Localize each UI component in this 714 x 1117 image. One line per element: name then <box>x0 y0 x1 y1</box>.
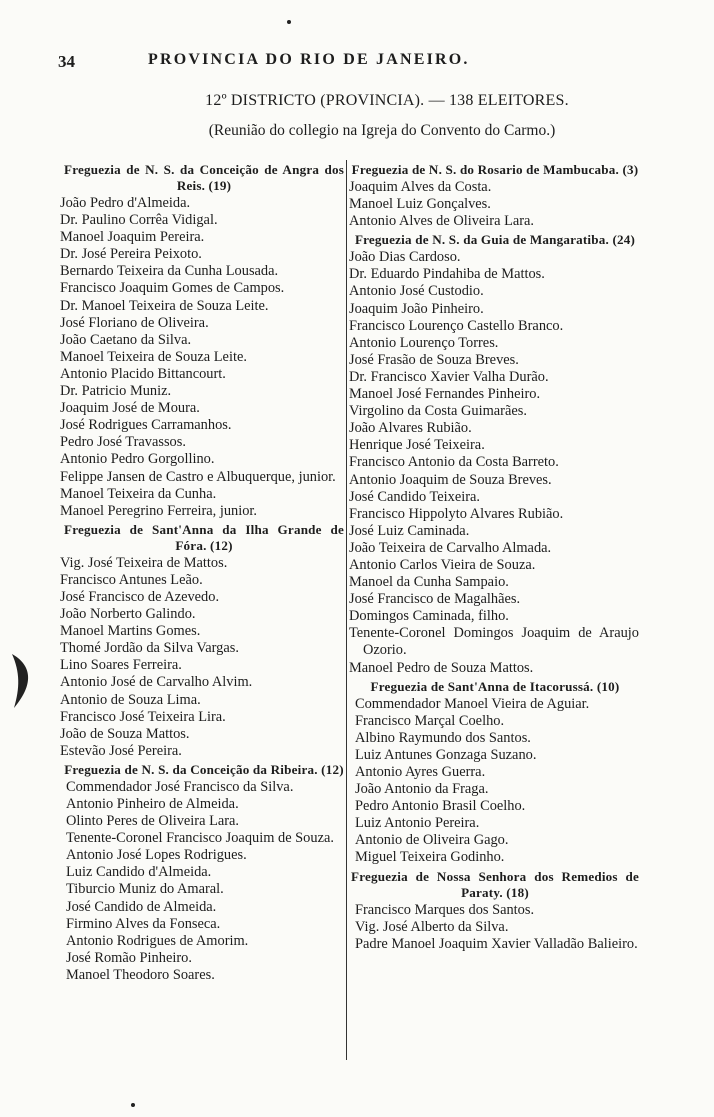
elector-name: Estevão José Pereira. <box>60 742 182 759</box>
elector-name: Pedro José Travassos. <box>60 434 186 451</box>
parish-heading: Freguezia de N. S. do Rosario de Mambucaba. (3) <box>351 162 639 177</box>
elector-name: Joaquim Alves da Costa. <box>349 179 492 195</box>
elector-name: Joaquim João Pinheiro. <box>349 300 484 317</box>
elector-name: José Candido de Almeida. <box>66 898 217 915</box>
elector-name: Dr. Patricio Muniz. <box>60 383 172 400</box>
elector-name: Manoel Teixeira da Cunha. <box>60 485 217 502</box>
elector-name: Manoel da Cunha Sampaio. <box>349 574 509 591</box>
elector-name: Manoel Martins Gomes. <box>60 623 201 640</box>
column-rule <box>346 160 347 1060</box>
elector-name: Commendador Manoel Vieira de Aguiar. <box>355 695 590 712</box>
elector-name: Francisco Lourenço Castello Branco. <box>349 317 564 334</box>
elector-name: Bernardo Teixeira da Cunha Lousada. <box>60 263 279 280</box>
elector-name: José Francisco de Azevedo. <box>60 588 220 605</box>
left-column <box>60 160 344 984</box>
parish-heading: Freguezia de N. S. da Guia de Mangaratiba. (24) <box>354 232 636 248</box>
elector-name: Antonio de Oliveira Gago. <box>355 832 509 849</box>
elector-name: Dr. Francisco Xavier Valha Durão. <box>349 368 549 385</box>
parish-heading: Freguezia de Sant'Anna de Itacorussá. (10) <box>370 678 620 694</box>
elector-name: Francisco Joaquim Gomes de Campos. <box>60 280 285 297</box>
elector-name: João de Souza Mattos. <box>60 725 190 742</box>
elector-name: José Rodrigues Carramanhos. <box>60 417 232 434</box>
meeting-note: (Reunião do collegio na Igreja do Convento do Carmo.) <box>208 122 556 139</box>
binding-hole-mark <box>8 652 38 710</box>
elector-name: Antonio Alves de Oliveira Lara. <box>349 213 535 230</box>
elector-name: Manoel Teixeira de Souza Leite. <box>60 348 247 365</box>
elector-name: Francisco Antonio da Costa Barreto. <box>349 454 559 471</box>
ink-speck <box>131 1103 135 1107</box>
elector-name: Thomé Jordão da Silva Vargas. <box>60 640 239 657</box>
elector-name: Antonio Joaquim de Souza Breves. <box>349 471 552 488</box>
elector-name: Manoel Peregrino Ferreira, junior. <box>60 502 258 519</box>
elector-name: Antonio José Lopes Rodrigues. <box>66 847 247 864</box>
elector-name: João Antonio da Fraga. <box>355 781 489 798</box>
elector-name: Manoel Theodoro Soares. <box>66 966 215 983</box>
elector-name: Francisco Antunes Leão. <box>60 571 203 588</box>
elector-name: Firmino Alves da Fonseca. <box>66 915 221 932</box>
elector-name: Manoel Joaquim Pereira. <box>60 229 205 246</box>
elector-name: Dr. Eduardo Pindahiba de Mattos. <box>349 266 545 283</box>
elector-name: João Caetano da Silva. <box>60 331 192 348</box>
elector-name: Luiz Antunes Gonzaga Suzano. <box>355 746 537 763</box>
right-column <box>349 160 639 953</box>
elector-name: Dr. Paulino Corrêa Vidigal. <box>60 212 218 229</box>
elector-name: João Pedro d'Almeida. <box>60 195 191 211</box>
parish-heading: Freguezia de N. S. da Conceição de Angra dos Reis. (19) <box>64 162 344 193</box>
elector-name: José Luiz Caminada. <box>349 522 470 539</box>
elector-name: Antonio Pedro Gorgollino. <box>60 451 215 468</box>
elector-name: João Teixeira de Carvalho Almada. <box>349 539 552 556</box>
elector-name: Antonio Ayres Guerra. <box>355 764 486 780</box>
elector-name: Francisco Hippolyto Alvares Rubião. <box>349 505 564 522</box>
elector-name: José Francisco de Magalhães. <box>349 591 521 608</box>
elector-name: Luiz Antonio Pereira. <box>355 815 480 832</box>
elector-name: Henrique José Teixeira. <box>349 437 485 454</box>
elector-name: Manoel José Fernandes Pinheiro. <box>349 386 541 403</box>
elector-name: Joaquim José de Moura. <box>60 400 200 417</box>
elector-name: Virgolino da Costa Guimarães. <box>349 403 527 420</box>
elector-name: Antonio Lourenço Torres. <box>349 334 499 351</box>
elector-name: Antonio de Souza Lima. <box>60 691 201 708</box>
elector-name: Antonio Rodrigues de Amorim. <box>66 932 249 949</box>
elector-name: Dr. Manoel Teixeira de Souza Leite. <box>60 297 269 314</box>
parish-heading: Freguezia de Sant'Anna da Ilha Grande de Fóra. (12) <box>64 521 344 553</box>
elector-name: Commendador José Francisco da Silva. <box>66 778 294 795</box>
elector-name: Vig. José Teixeira de Mattos. <box>60 554 228 571</box>
elector-name: Padre Manoel Joaquim Xavier Valladão Balieiro. <box>355 935 638 952</box>
elector-name: Francisco Marques dos Santos. <box>355 901 535 918</box>
elector-name: Felippe Jansen de Castro e Albuquerque, junior. <box>60 468 336 485</box>
elector-name: Albino Raymundo dos Santos. <box>355 729 531 746</box>
elector-name: João Norberto Galindo. <box>60 606 196 623</box>
elector-name: Lino Soares Ferreira. <box>60 657 182 674</box>
page-number: 34 <box>58 52 75 71</box>
parish-heading: Freguezia de Nossa Senhora dos Remedios de Paraty. (18) <box>351 868 639 900</box>
elector-name: Miguel Teixeira Godinho. <box>355 849 505 866</box>
elector-name: Tenente-Coronel Francisco Joaquim de Souza. <box>66 830 334 847</box>
elector-name: José Candido Teixeira. <box>349 488 481 505</box>
elector-name: Antonio José de Carvalho Alvim. <box>60 674 253 691</box>
elector-name: Francisco Marçal Coelho. <box>355 712 505 729</box>
elector-name: Pedro Antonio Brasil Coelho. <box>355 798 526 815</box>
elector-name: Tiburcio Muniz do Amaral. <box>66 881 224 898</box>
elector-name: Olinto Peres de Oliveira Lara. <box>66 813 240 830</box>
elector-name: João Alvares Rubião. <box>349 420 472 437</box>
elector-name: José Frasão de Souza Breves. <box>349 351 519 368</box>
elector-name: José Floriano de Oliveira. <box>60 314 209 331</box>
parish-heading: Freguezia de N. S. da Conceição da Ribeira. (12) <box>64 761 344 777</box>
elector-name: Antonio Placido Bittancourt. <box>60 365 226 382</box>
elector-name: Luiz Candido d'Almeida. <box>66 864 212 881</box>
elector-name: Antonio José Custodio. <box>349 283 484 300</box>
running-title: PROVINCIA DO RIO DE JANEIRO. <box>148 51 470 68</box>
elector-name: Manoel Pedro de Souza Mattos. <box>349 659 534 676</box>
district-heading: 12º DISTRICTO (PROVINCIA). — 138 ELEITORES. <box>205 92 569 109</box>
elector-name: Domingos Caminada, filho. <box>349 608 509 625</box>
elector-name: Dr. José Pereira Peixoto. <box>60 246 202 263</box>
elector-name: Vig. José Alberto da Silva. <box>355 918 509 935</box>
elector-name: Antonio Carlos Vieira de Souza. <box>349 556 536 573</box>
ink-speck <box>287 20 291 24</box>
elector-name: Manoel Luiz Gonçalves. <box>349 196 491 213</box>
elector-name: Tenente-Coronel Domingos Joaquim de Araujo Ozorio. <box>349 625 639 659</box>
elector-name: Antonio Pinheiro de Almeida. <box>66 796 239 812</box>
elector-name: José Romão Pinheiro. <box>66 949 192 966</box>
elector-name: Francisco José Teixeira Lira. <box>60 708 226 725</box>
elector-name: João Dias Cardoso. <box>349 249 461 266</box>
